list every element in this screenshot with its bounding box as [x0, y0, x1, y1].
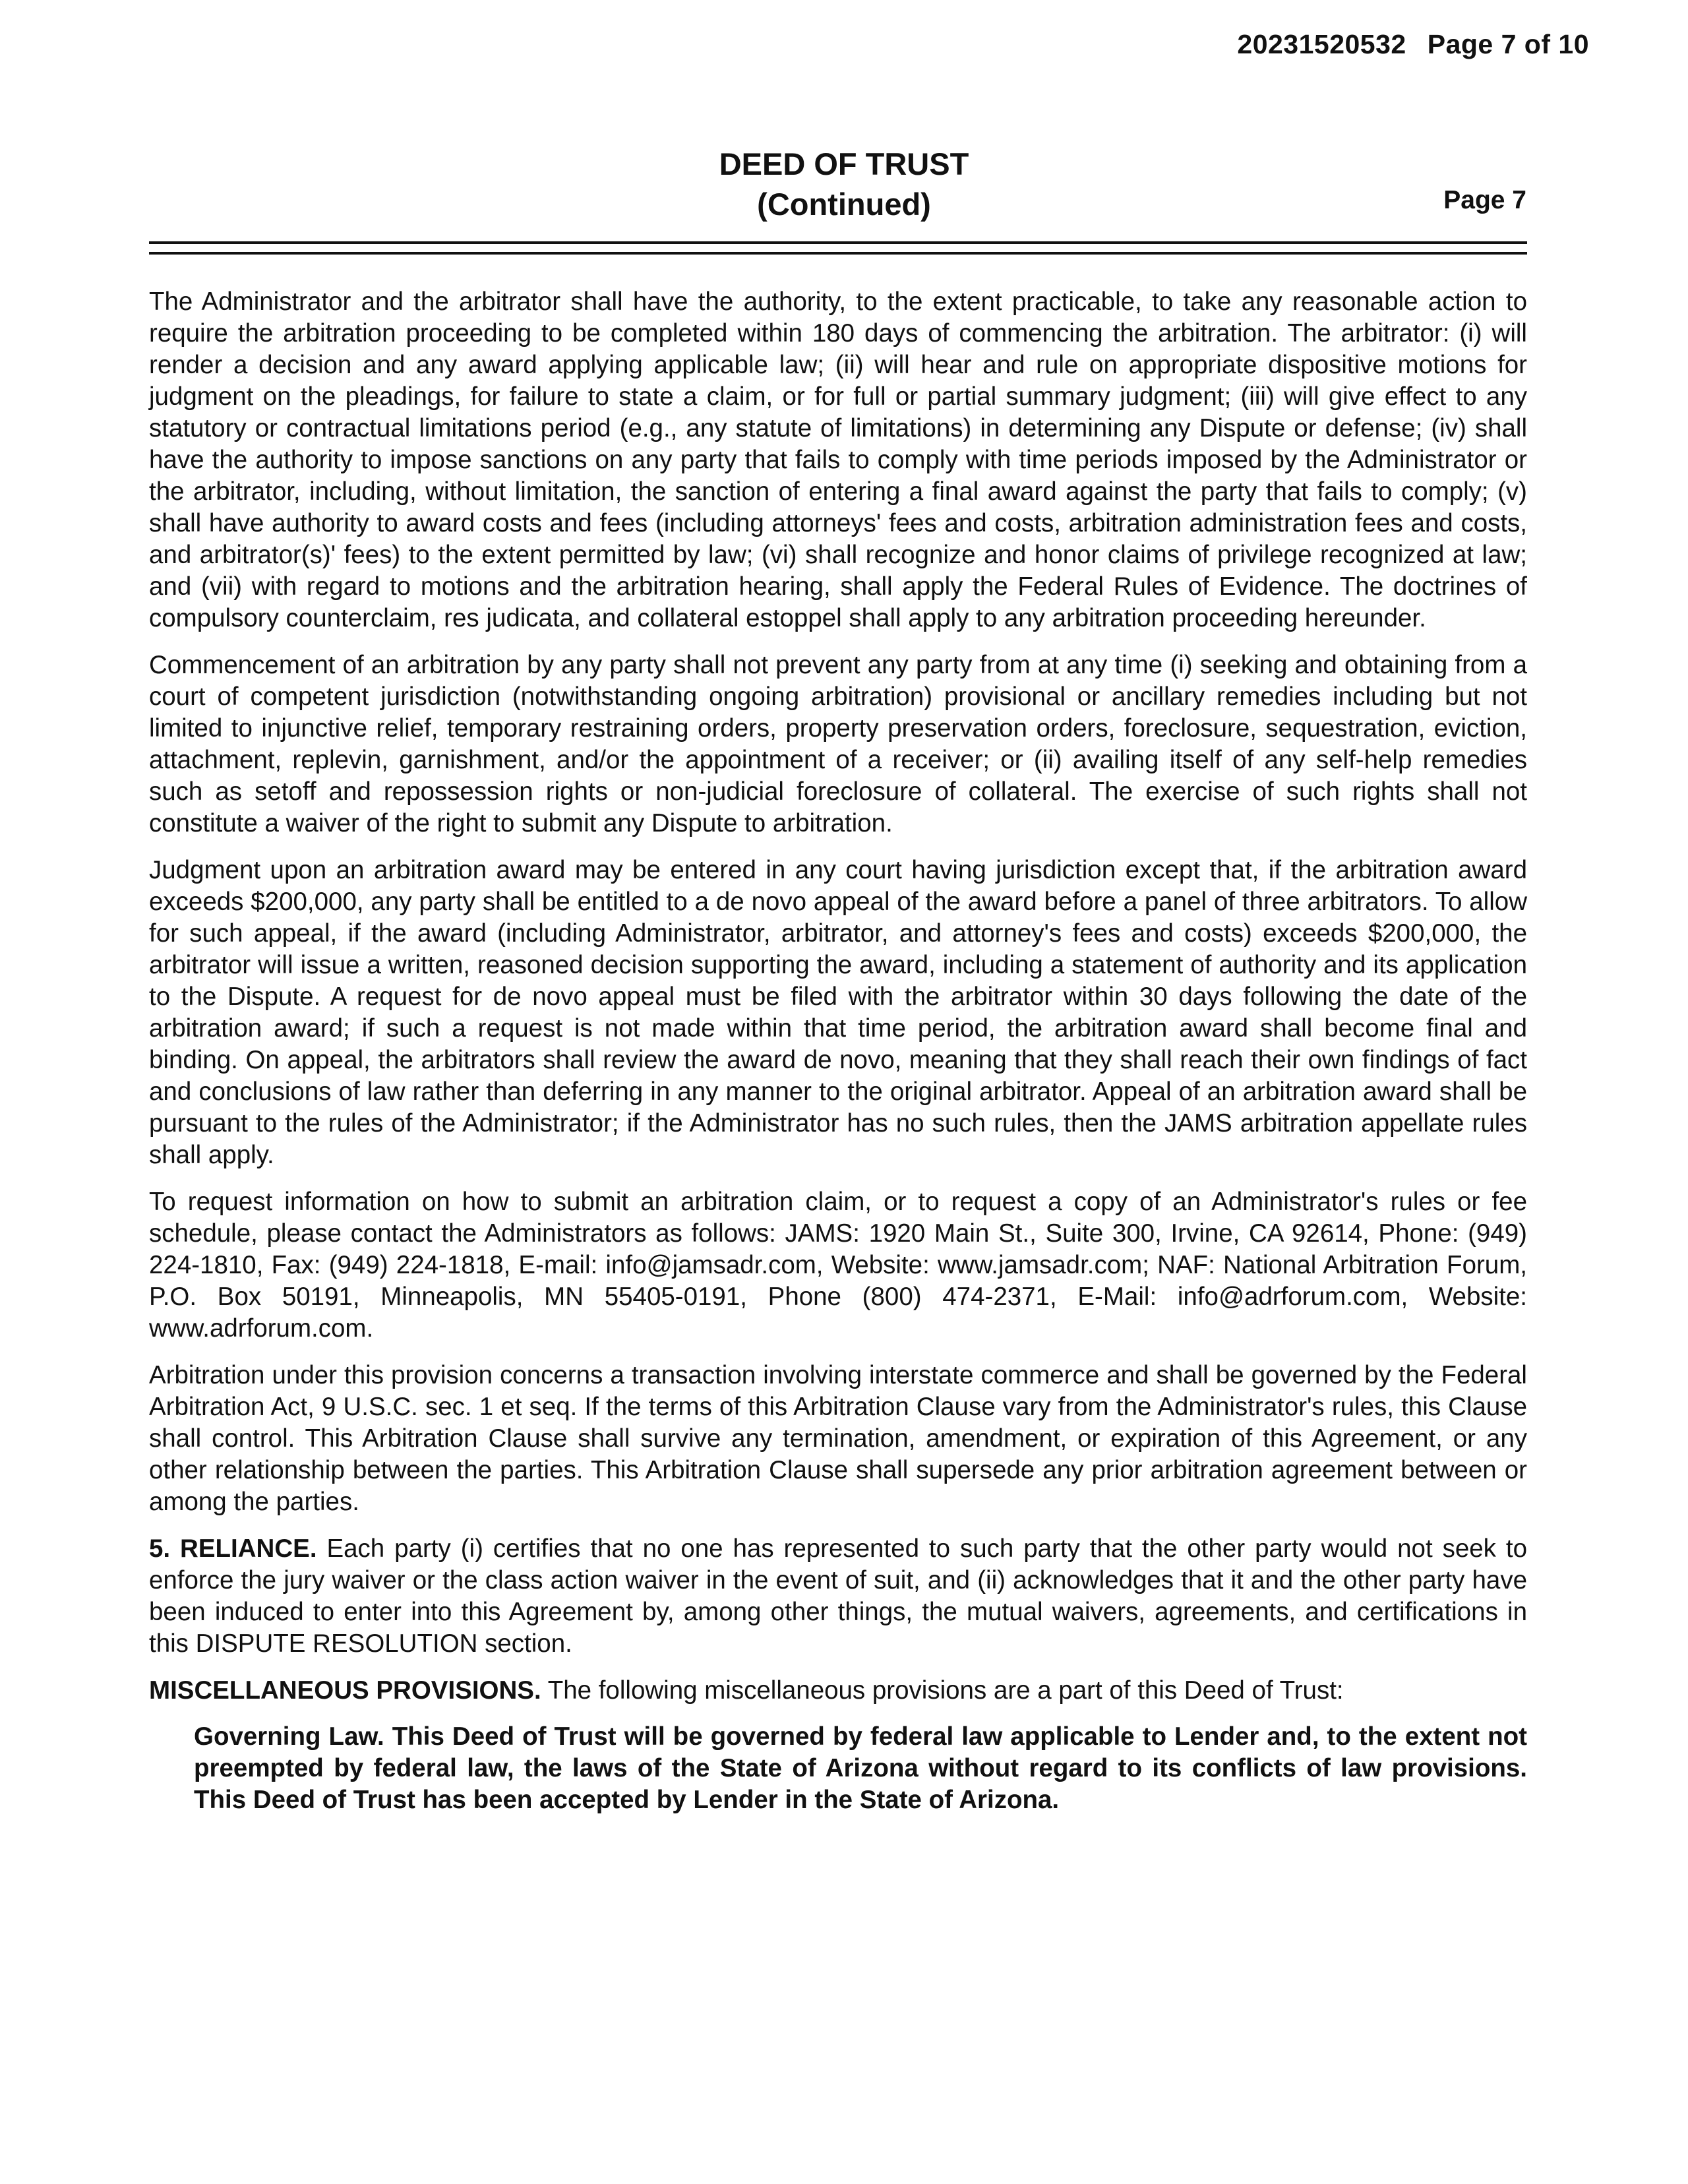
paragraph-reliance: [149, 1533, 1527, 1660]
document-number: 20231520532: [1237, 29, 1406, 59]
header-divider-bottom: [149, 252, 1527, 255]
document-title: [0, 144, 1688, 224]
header-page-number: Page 7: [1443, 186, 1526, 214]
paragraph-judgment-appeal: Judgment upon an arbitration award may be entered in any court having jurisdiction except that, if the arbitration award exceeds $200,000, any party shall be entitled to a de novo appeal of the award before a panel of three arbitrators. To allow for such appeal, if the award (including Administrator, arbitrator, and attorney's fees and costs) exceeds $200,000, the arbitrator will issue a written, reasoned decision supporting the award, including a statement of authority and its application to the Dispute. A request for de novo appeal must be filed with the arbitrator within 30 days following the date of the arbitration award; if such a request is not made within that time period, the arbitration award shall become final and binding. On appeal, the arbitrators shall review the award de novo, meaning that they shall reach their own findings of fact and conclusions of law rather than deferring in any manner to the original arbitrator. Appeal of an arbitration award shall be pursuant to the rules of the Administrator; if the Administrator has no such rules, then the JAMS arbitration appellate rules shall apply.: [149, 856, 1527, 1169]
paragraph-provisional-remedies: Commencement of an arbitration by any party shall not prevent any party from at any time (i) seeking and obtaining from a court of competent jurisdiction (notwithstanding ongoing arbitration) provisional or ancillary remedies including but not limited to injunctive relief, temporary restraining orders, property preservation orders, foreclosure, sequestration, eviction, attachment, replevin, garnishment, and/or the appointment of a receiver; or (ii) availing itself of any self-help remedies such as setoff and repossession rights or non-judicial foreclosure of collateral. The exercise of such rights shall not constitute a waiver of the right to submit any Dispute to arbitration.: [149, 651, 1527, 837]
paragraph-administrator-contacts: To request information on how to submit an arbitration claim, or to request a copy of an Administrator's rules or fee schedule, please contact the Administrators as follows: JAMS: 1920 Main St., Suite 300, Irvine, CA 92614, Phone: (949) 224-1810, Fax: (949) 224-1818, E-mail: info@jamsadr.com, Website: www.jamsadr.com; NAF: National Arbitration Forum, P.O. Box 50191, Minneapolis, MN 55405-0191, Phone (800) 474-2371, E-Mail: info@adrforum.com, Website: www.adrforum.com.: [149, 1188, 1527, 1343]
miscellaneous-heading: MISCELLANEOUS PROVISIONS.: [149, 1676, 541, 1705]
document-body: [149, 286, 1527, 1816]
paragraph-arbitrator-authority: The Administrator and the arbitrator shall have the authority, to the extent practicable, to take any reasonable action to require the arbitration proceeding to be completed within 180 days of commencing the arbitration. The arbitrator: (i) will render a decision and any award applying applicable law; (ii) will hear and rule on appropriate dispositive motions for judgment on the pleadings, for failure to state a claim, or for full or partial summary judgment; (iii) will give effect to any statutory or contractual limitations period (e.g., any statute of limitations) in determining any Dispute or defense; (iv) shall have the authority to impose sanctions on any party that fails to comply with time periods imposed by the Administrator or the arbitrator, including, without limitation, the sanction of entering a final award against the party that fails to comply; (v) shall have authority to award costs and fees (including attorneys' fees and costs, arbitration administration fees and costs, and arbitrator(s)' fees) to the extent permitted by law; (vi) shall recognize and honor claims of privilege recognized at law; and (vii) with regard to motions and the arbitration hearing, shall apply the Federal Rules of Evidence. The doctrines of compulsory counterclaim, res judicata, and collateral estoppel shall apply to any arbitration proceeding hereunder.: [149, 288, 1527, 632]
title-continued: (Continued): [757, 187, 931, 222]
page-of-count: Page 7 of 10: [1427, 29, 1589, 59]
title-main: DEED OF TRUST: [719, 146, 969, 181]
page-identifier: [1216, 29, 1589, 60]
reliance-text: Each party (i) certifies that no one has represented to such party that the other party would not seek to enforce the jury waiver or the class action waiver in the event of suit, and (ii) acknowledges that it and the other party have been induced to enter into this Agreement by, among other things, the mutual waivers, agreements, and certifications in this DISPUTE RESOLUTION section.: [149, 1534, 1527, 1658]
paragraph-federal-arbitration-act: Arbitration under this provision concerns a transaction involving interstate commerce and shall be governed by the Federal Arbitration Act, 9 U.S.C. sec. 1 et seq. If the terms of this Arbitration Clause vary from the Administrator's rules, this Clause shall control. This Arbitration Clause shall survive any termination, amendment, or expiration of this Agreement, or any other relationship between the parties. This Arbitration Clause shall supersede any prior arbitration agreement between or among the parties.: [149, 1361, 1527, 1516]
header-divider-top: [149, 241, 1527, 244]
miscellaneous-text: The following miscellaneous provisions are a part of this Deed of Trust:: [541, 1676, 1344, 1705]
paragraph-miscellaneous: [149, 1675, 1527, 1707]
reliance-heading: 5. RELIANCE.: [149, 1534, 317, 1563]
paragraph-governing-law: Governing Law. This Deed of Trust will be governed by federal law applicable to Lender and, to the extent not preempted by federal law, the laws of the State of Arizona without regard to its conflicts of law provisions. This Deed of Trust has been accepted by Lender in the State of Arizona.: [194, 1722, 1527, 1814]
